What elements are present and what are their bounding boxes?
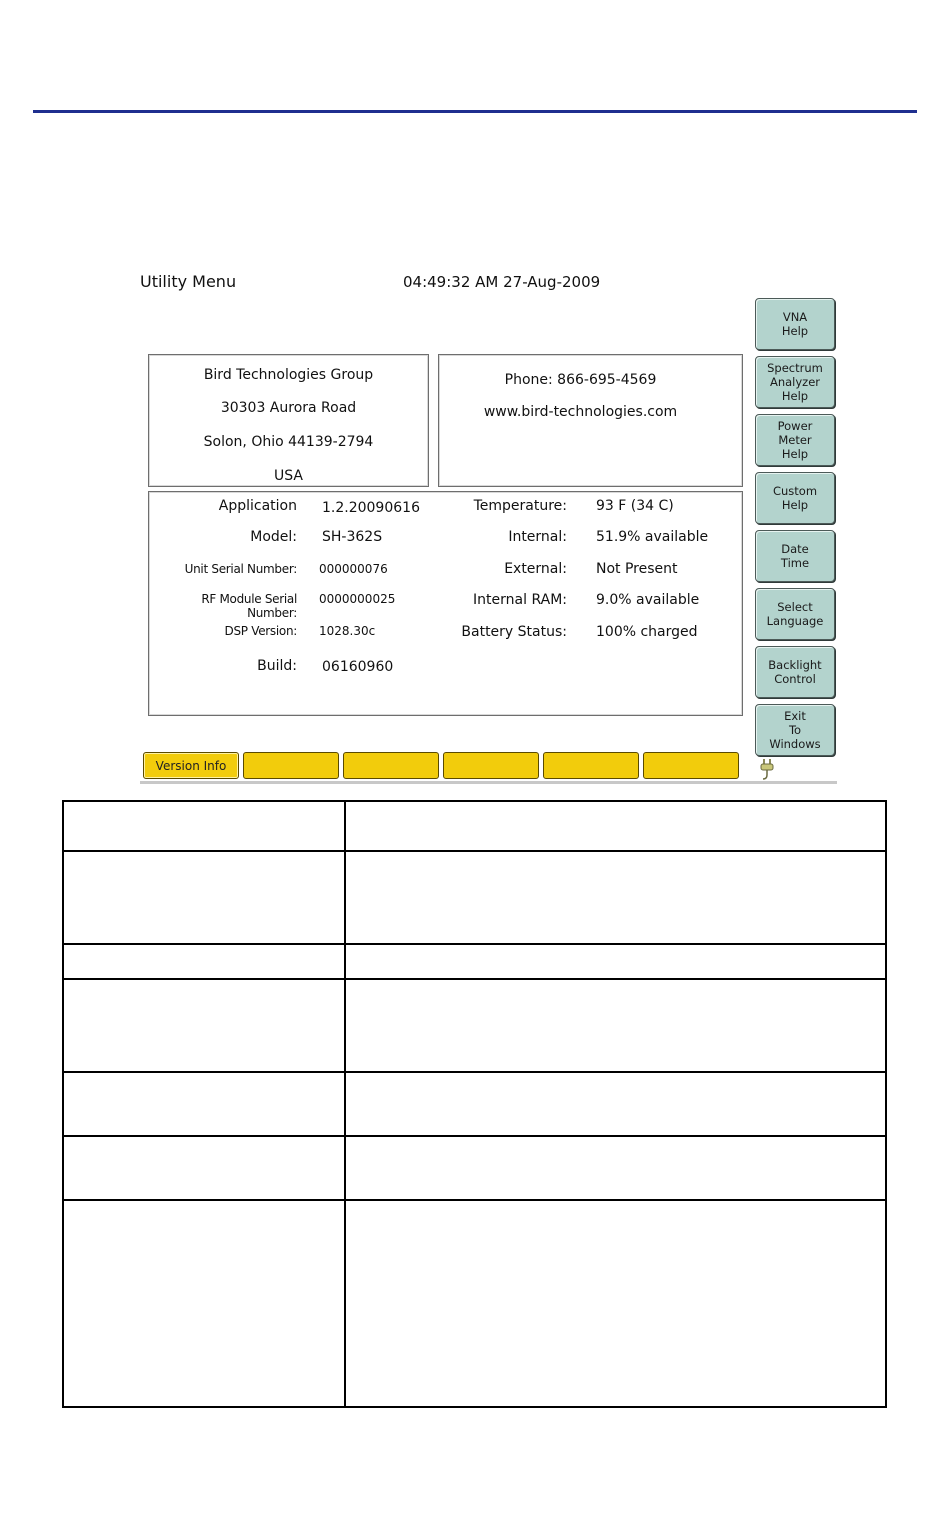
street-address: 30303 Aurora Road [220,400,357,416]
contact-panel [438,354,743,487]
internal-ram-value: 9.0% available [596,592,700,608]
table-cell [345,944,886,979]
custom-help-button[interactable]: Custom Help [755,472,835,524]
table-cell [345,979,886,1072]
table-cell [345,1136,886,1200]
table-cell [63,801,345,851]
header-rule [33,110,917,113]
unit-serial-value: 000000076 [319,562,388,576]
unit-serial-label: Unit Serial Number: [184,562,297,576]
table-cell [63,944,345,979]
application-value: 1.2.20090616 [322,500,420,516]
address-panel [148,354,429,487]
description-table [62,800,887,1406]
table-cell [63,979,345,1072]
model-label: Model: [250,529,297,545]
vna-help-button[interactable]: VNA Help [755,298,835,350]
exit-to-windows-button[interactable]: Exit To Windows [755,704,835,756]
external-storage-value: Not Present [596,561,678,577]
battery-status-label: Battery Status: [461,624,567,640]
table-cell [63,1072,345,1136]
temperature-value: 93 F (34 C) [596,498,674,514]
spectrum-analyzer-help-button[interactable]: Spectrum Analyzer Help [755,356,835,408]
table-cell [345,1200,886,1407]
dsp-version-value: 1028.30c [319,624,376,638]
phone-number: Phone: 866-695-4569 [504,372,657,388]
backlight-control-button[interactable]: Backlight Control [755,646,835,698]
tab-blank-3[interactable] [343,752,439,779]
table-cell [63,1136,345,1200]
bottom-tab-bar [143,752,739,779]
tab-blank-6[interactable] [643,752,739,779]
rf-serial-value: 0000000025 [319,592,396,606]
clock-readout: 04:49:32 AM 27-Aug-2009 [403,273,601,291]
city-state-zip: Solon, Ohio 44139-2794 [203,434,374,450]
company-name: Bird Technologies Group [203,367,374,383]
power-meter-help-button[interactable]: Power Meter Help [755,414,835,466]
screen-footer-line [140,781,837,784]
table-cell [63,1200,345,1407]
model-value: SH-362S [322,529,383,545]
internal-storage-label: Internal: [508,529,567,545]
internal-storage-value: 51.9% available [596,529,709,545]
softkey-column [755,298,837,762]
select-language-button[interactable]: Select Language [755,588,835,640]
date-time-button[interactable]: Date Time [755,530,835,582]
build-label: Build: [257,658,297,674]
rf-serial-label: RF Module Serial Number: [201,592,297,620]
application-label: Application [218,498,297,514]
website: www.bird-technologies.com [483,404,678,420]
battery-status-value: 100% charged [596,624,698,640]
internal-ram-label: Internal RAM: [473,592,567,608]
table-cell [345,1072,886,1136]
temperature-label: Temperature: [473,498,567,514]
tab-blank-2[interactable] [243,752,339,779]
table-cell [345,851,886,944]
build-value: 06160960 [322,659,394,675]
tab-blank-4[interactable] [443,752,539,779]
tab-blank-5[interactable] [543,752,639,779]
version-info-panel [148,491,743,716]
dsp-version-label: DSP Version: [224,624,297,638]
table-cell [63,851,345,944]
tab-version-info[interactable]: Version Info [143,752,239,779]
screen-title: Utility Menu [140,272,237,291]
external-storage-label: External: [504,561,567,577]
table-cell [345,801,886,851]
power-plug-icon [760,757,776,781]
country: USA [274,468,303,484]
